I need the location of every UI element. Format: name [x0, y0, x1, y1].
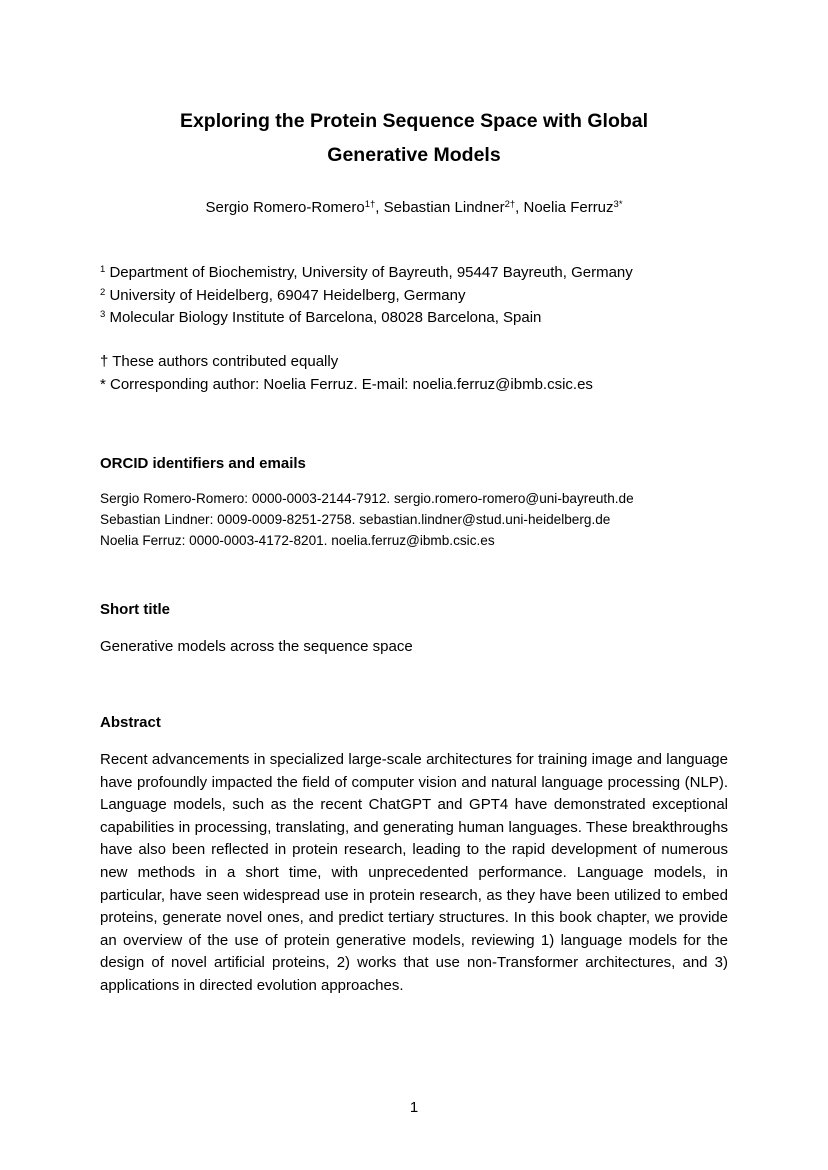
author-name: Noelia Ferruz — [523, 199, 614, 216]
short-title-text: Generative models across the sequence space — [100, 638, 413, 655]
abstract-text: Recent advancements in specialized large-scale architectures for training image and language have profoundly impacted the field of computer vision and natural language processing (NLP). Language models, such as the recent ChatGPT and GPT4 have demonstrated exceptional capabilities in processing, translating, and generating human languages. These breakthroughs have also been reflected in protein research, leading to the rapid development of numerous new methods in a short time, with unprecedented performance. Language models, in particular, have seen widespread use in protein research, as they have been utilized to embed proteins, generate novel ones, and predict tertiary structures. In this book chapter, we provide an overview of the use of protein generative models, reviewing 1) language models for the design of novel artificial proteins, 2) works that use non-Transformer architectures, and 3) applications in directed evolution approaches. — [100, 751, 728, 994]
author-list — [100, 197, 728, 219]
affiliation-number: 3 — [100, 309, 106, 320]
title-line-2: Generative Models — [327, 144, 501, 166]
author-name: Sergio Romero-Romero — [205, 199, 365, 216]
affiliation-text: Molecular Biology Institute of Barcelona, 08028 Barcelona, Spain — [105, 309, 542, 326]
author-notes — [100, 351, 593, 396]
affiliation-number: 2 — [100, 286, 106, 298]
orcid-entry: Sebastian Lindner: 0009-0009-8251-2758. sebastian.lindner@stud.uni-heidelberg.de — [100, 512, 611, 527]
affiliation-text: Department of Biochemistry, University of Bayreuth, 95447 Bayreuth, Germany — [105, 264, 633, 281]
author-superscript: 1† — [364, 199, 376, 210]
affiliation-item — [100, 285, 633, 308]
affiliation-item — [100, 262, 633, 285]
affiliation-text: University of Heidelberg, 69047 Heidelberg, Germany — [105, 286, 466, 304]
abstract-heading: Abstract — [100, 714, 161, 731]
author-superscript: 2† — [504, 199, 516, 210]
short-title-heading: Short title — [100, 601, 170, 618]
orcid-list — [100, 488, 634, 551]
equal-contribution-note: † These authors contributed equally — [100, 353, 339, 370]
author-superscript: 3* — [613, 199, 623, 210]
affiliation-number: 1 — [100, 264, 106, 275]
orcid-entry: Sergio Romero-Romero: 0000-0003-2144-7912. sergio.romero-romero@uni-bayreuth.de — [100, 491, 634, 506]
author-separator: , — [515, 199, 524, 216]
paper-title — [100, 104, 728, 172]
orcid-heading: ORCID identifiers and emails — [100, 455, 306, 472]
author-name: Sebastian Lindner — [383, 199, 505, 216]
corresponding-author-note: * Corresponding author: Noelia Ferruz. E-mail: noelia.ferruz@ibmb.csic.es — [100, 375, 593, 393]
orcid-entry: Noelia Ferruz: 0000-0003-4172-8201. noelia.ferruz@ibmb.csic.es — [100, 533, 495, 548]
author-separator: , — [375, 199, 384, 216]
title-line-1: Exploring the Protein Sequence Space with Global — [179, 110, 649, 132]
affiliation-item — [100, 307, 633, 330]
page-number: 1 — [409, 1099, 419, 1116]
affiliations — [100, 262, 633, 330]
